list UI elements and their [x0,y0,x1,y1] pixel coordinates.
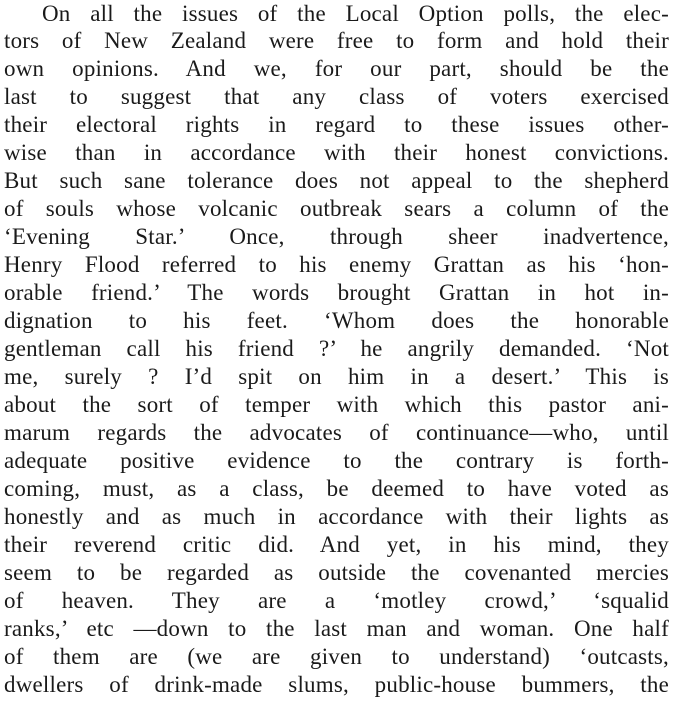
text-line: their electoral rights in regard to these issues other- [4,112,669,137]
article-column [4,0,669,720]
text-line: honestly and as much in accordance with their lights as [4,504,669,529]
text-line: tors of New Zealand were free to form and hold their [4,28,669,53]
text-line: gentleman call his friend ?’ he angrily demanded. ‘Not [4,336,669,361]
text-line: about the sort of temper with which this pastor ani- [4,392,669,417]
text-line: On all the issues of the Local Option polls, the elec- [42,1,669,26]
text-line: marum regards the advocates of continuance—who, until [4,420,669,445]
text-line: own opinions. And we, for our part, should be the [4,56,669,81]
text-line: dignation to his feet. ‘Whom does the honorable [4,308,669,333]
text-line: ‘Evening Star.’ Once, through sheer inadvertence, [4,224,669,249]
text-line: adequate positive evidence to the contrary is forth- [4,448,669,473]
text-line: Henry Flood referred to his enemy Grattan as his ‘hon- [4,252,669,277]
text-line: of souls whose volcanic outbreak sears a column of the [4,196,669,221]
text-line: orable friend.’ The words brought Grattan in hot in- [4,280,669,305]
text-line: dwellers of drink-made slums, public-house bummers, the [4,672,669,697]
text-line: wise than in accordance with their honest convictions. [4,140,669,165]
text-line: of them are (we are given to understand) ‘outcasts, [4,644,669,669]
text-line: their reverend critic did. And yet, in his mind, they [4,532,669,557]
text-line: of heaven. They are a ‘motley crowd,’ ‘squalid [4,588,669,613]
text-line: last to suggest that any class of voters exercised [4,84,669,109]
text-line: But such sane tolerance does not appeal to the shepherd [4,168,669,193]
text-line: coming, must, as a class, be deemed to have voted as [4,476,669,501]
text-line: seem to be regarded as outside the covenanted mercies [4,560,669,585]
text-line: me, surely ? I’d spit on him in a desert.’ This is [4,364,669,389]
text-line: ranks,’ etc —down to the last man and woman. One half [4,616,669,641]
